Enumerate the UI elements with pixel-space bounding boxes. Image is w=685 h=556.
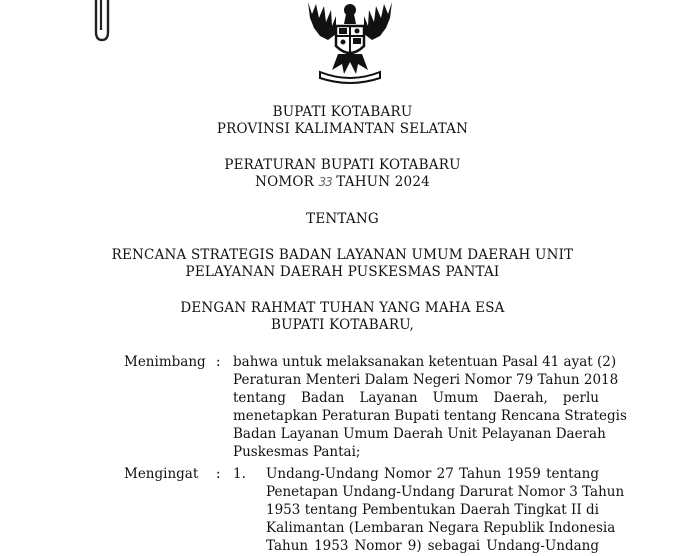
mengingat-line: Penetapan Undang-Undang Darurat Nomor 3 Tahun: [266, 484, 625, 500]
paper-clip-icon: [88, 0, 118, 44]
preamble-line-2: BUPATI KOTABARU,: [270, 317, 415, 333]
menimbang-colon: :: [216, 354, 221, 370]
mengingat-line: Undang-Undang Nomor 27 Tahun 1959 tentang: [266, 466, 599, 482]
issuer-province: PROVINSI KALIMANTAN SELATAN: [216, 121, 469, 137]
subject-line-1: RENCANA STRATEGIS BADAN LAYANAN UMUM DAERAH UNIT: [111, 247, 574, 263]
regulation-title: PERATURAN BUPATI KOTABARU: [224, 157, 461, 173]
mengingat-line: Kalimantan (Lembaran Negara Republik Indonesia: [266, 520, 616, 536]
mengingat-line: Tahun 1953 Nomor 9) sebagai Undang-Undang: [266, 538, 599, 554]
menimbang-line: tentang Badan Layanan Umum Daerah, perlu: [233, 390, 599, 406]
mengingat-line: 1953 tentang Pembentukan Daerah Tingkat II di: [266, 502, 599, 518]
subject-line-2: PELAYANAN DAERAH PUSKESMAS PANTAI: [185, 264, 500, 280]
menimbang-line: Peraturan Menteri Dalam Negeri Nomor 79 Tahun 2018: [233, 372, 619, 388]
menimbang-label: Menimbang: [124, 354, 206, 370]
menimbang-line: Badan Layanan Umum Daerah Unit Pelayanan Daerah: [233, 426, 606, 442]
preamble-line-1: DENGAN RAHMAT TUHAN YANG MAHA ESA: [180, 300, 505, 316]
mengingat-item-number: 1.: [233, 466, 246, 482]
regulation-number: [0, 174, 685, 190]
nomor-suffix: TAHUN 2024: [336, 174, 430, 190]
mengingat-label: Mengingat: [124, 466, 199, 482]
garuda-emblem-icon: [302, 0, 398, 84]
mengingat-colon: :: [216, 466, 221, 482]
menimbang-line: menetapkan Peraturan Bupati tentang Rencana Strategis: [233, 408, 627, 424]
nomor-handwritten-number: 33: [318, 175, 332, 189]
menimbang-line: Puskesmas Pantai;: [233, 444, 361, 460]
nomor-prefix: NOMOR: [255, 174, 314, 190]
menimbang-line: bahwa untuk melaksanakan ketentuan Pasal 41 ayat (2): [233, 354, 617, 370]
issuer-title: BUPATI KOTABARU: [272, 104, 413, 120]
tentang-heading: TENTANG: [306, 211, 379, 227]
